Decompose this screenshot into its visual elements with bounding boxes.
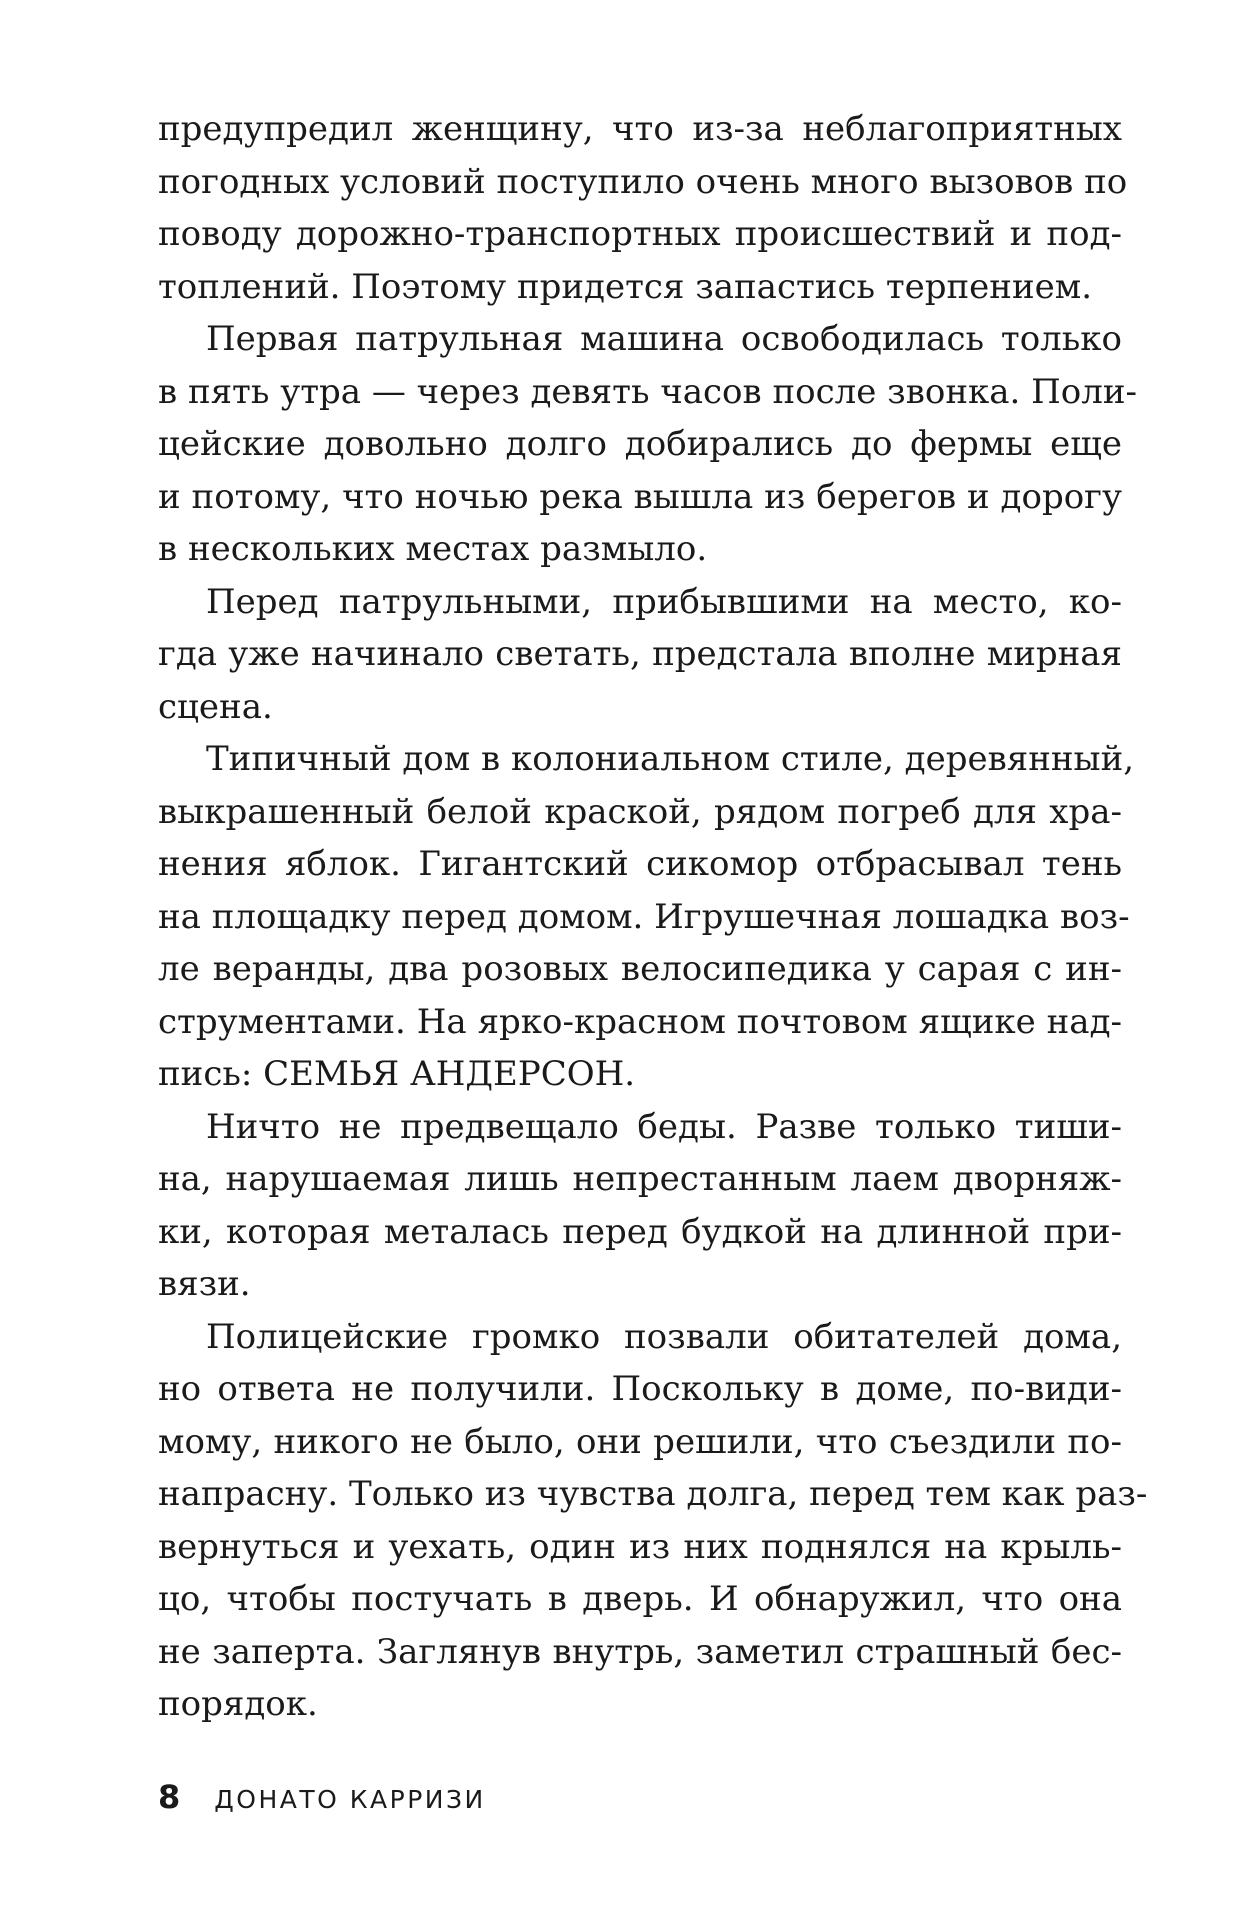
- text-line: выкрашенный белой краской, рядом погреб для хра-: [158, 791, 1122, 832]
- text-line: Полицейские громко позвали обитателей дома,: [206, 1316, 1122, 1357]
- text-line: Первая патрульная машина освободилась только: [206, 319, 1122, 359]
- text-line: в пять утра — через девять часов после звонка. Поли-: [158, 371, 1137, 412]
- text-line: порядок.: [158, 1684, 318, 1724]
- text-line: на, нарушаемая лишь непрестанным лаем дворняж-: [158, 1159, 1122, 1199]
- text-line: на площадку перед домом. Игрушечная лошадка воз-: [158, 896, 1130, 937]
- text-line: в нескольких местах размыло.: [158, 529, 708, 569]
- paragraph: [158, 576, 1122, 734]
- paragraph: [158, 733, 1135, 1101]
- text-line: мому, никого не было, они решили, что съездили по-: [158, 1421, 1122, 1462]
- running-head-author: ДОНАТО КАРРИЗИ: [214, 1785, 486, 1814]
- text-line: цо, чтобы постучать в дверь. И обнаружил, что она: [158, 1579, 1122, 1619]
- page-number: 8: [158, 1778, 181, 1816]
- text-line: Перед патрульными, прибывшими на место, ко-: [206, 581, 1122, 622]
- text-line: ки, которая металась перед будкой на длинной при-: [158, 1211, 1122, 1252]
- text-line: вернуться и уехать, один из них поднялся на крыль-: [158, 1526, 1122, 1567]
- paragraph: [158, 1101, 1122, 1311]
- text-line: вязи.: [158, 1264, 251, 1304]
- text-line: топлений. Поэтому придется запастись терпением.: [158, 266, 1093, 307]
- text-line: нения яблок. Гигантский сикомор отбрасывал тень: [158, 844, 1122, 884]
- text-line: цейские довольно долго добирались до фермы еще: [158, 424, 1122, 464]
- page-footer: [158, 1778, 486, 1818]
- paragraph: [158, 1311, 1148, 1731]
- text-line: и потому, что ночью река вышла из берегов и дорогу: [158, 476, 1122, 517]
- text-line: Ничто не предвещало беды. Разве только тиши-: [206, 1106, 1122, 1147]
- paragraph: [158, 313, 1137, 576]
- text-line: гда уже начинало светать, предстала вполне мирная: [158, 634, 1122, 674]
- text-line: поводу дорожно-транспортных происшествий и под-: [158, 214, 1122, 254]
- text-line: Типичный дом в колониальном стиле, деревянный,: [206, 739, 1135, 779]
- text-line: пись: СЕМЬЯ АНДЕРСОН.: [158, 1054, 636, 1094]
- text-line: погодных условий поступило очень много вызовов по: [158, 161, 1128, 202]
- text-line: ле веранды, два розовых велосипедика у сарая с ин-: [158, 949, 1122, 989]
- text-line: струментами. На ярко-красном почтовом ящике над-: [158, 1001, 1122, 1042]
- paragraph: [158, 103, 1128, 313]
- body-text: [158, 103, 1148, 1731]
- text-line: напрасну. Только из чувства долга, перед тем как раз-: [158, 1474, 1148, 1514]
- text-line: не заперта. Заглянув внутрь, заметил страшный бес-: [158, 1631, 1122, 1672]
- text-line: сцена.: [158, 686, 273, 727]
- text-line: предупредил женщину, что из-за неблагоприятных: [158, 109, 1122, 149]
- text-line: но ответа не получили. Поскольку в доме, по-види-: [158, 1369, 1122, 1409]
